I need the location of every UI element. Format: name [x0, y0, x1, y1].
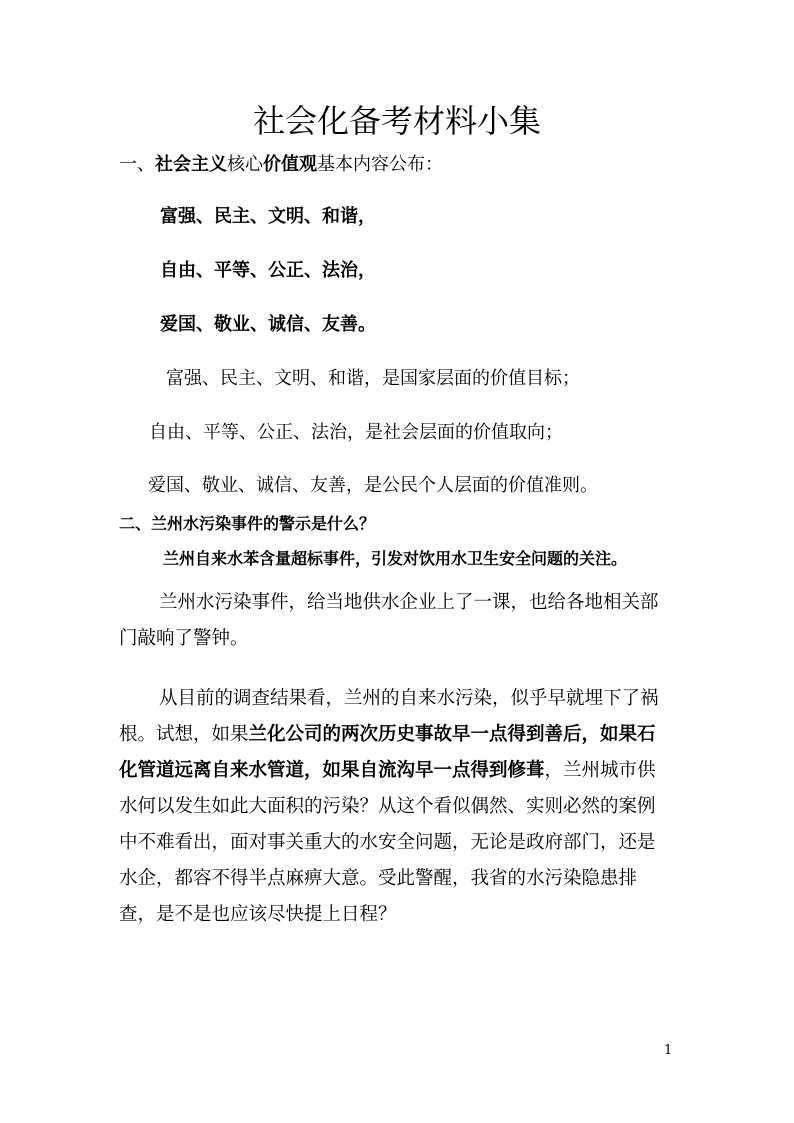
- section1-heading-prefix: 一、: [119, 154, 155, 175]
- paragraph-2-emphasis: 兰化公司的两次历史事故早一点得到善后，如果石: [248, 724, 656, 745]
- document-title: 社会化备考材料小集: [252, 102, 541, 140]
- paragraph-2-line: 水何以发生如此大面积的污染？从这个看似偶然、实则必然的案例: [119, 796, 656, 817]
- paragraph-2: [119, 681, 659, 933]
- paragraph-2-text: ，兰州城市供: [544, 760, 656, 781]
- paragraph-1: [119, 585, 659, 657]
- paragraph-2-text: 根。试想，如果: [119, 724, 249, 745]
- section1-heading-text-2: 基本内容公布：: [317, 154, 443, 175]
- core-values-line: 富强、民主、文明、和谐，: [160, 206, 376, 227]
- paragraph-2-line: 查，是不是也应该尽快提上日程？: [119, 904, 397, 925]
- section1-heading-text-1: 核心: [227, 154, 263, 175]
- section1-heading-bold-1: 社会主义: [155, 154, 227, 175]
- section2-subheading: 兰州自来水苯含量超标事件，引发对饮用水卫生安全问题的关注。: [163, 549, 628, 568]
- core-values-line: 自由、平等、公正、法治，: [160, 260, 376, 281]
- section1-heading-bold-2: 价值观: [263, 154, 317, 175]
- page-number: 1: [664, 1043, 673, 1058]
- paragraph-2-emphasis: 化管道远离自来水管道，如果自流沟早一点得到修葺: [119, 760, 545, 781]
- paragraph-2-line: 中不难看出，面对事关重大的水安全问题，无论是政府部门，还是: [119, 832, 656, 853]
- paragraph-2-line: [119, 753, 659, 789]
- value-target-line: 自由、平等、公正、法治，是社会层面的价值取向；: [149, 422, 563, 443]
- value-target-line: 爱国、敬业、诚信、友善，是公民个人层面的价值准则。: [148, 475, 598, 496]
- paragraph-1-line: 兰州水污染事件，给当地供水企业上了一课，也给各地相关部: [159, 592, 659, 613]
- value-target-line: 富强、民主、文明、和谐，是国家层面的价值目标；: [166, 368, 580, 389]
- paragraph-2-line: 水企，都容不得半点麻痹大意。受此警醒，我省的水污染隐患排: [119, 868, 638, 889]
- paragraph-2-line: [119, 717, 659, 753]
- section1-heading: [119, 150, 443, 176]
- paragraph-2-line: 从目前的调查结果看，兰州的自来水污染，似乎早就埋下了祸: [159, 688, 659, 709]
- section2-heading: 二、兰州水污染事件的警示是什么？: [119, 514, 376, 533]
- core-values-line: 爱国、敬业、诚信、友善。: [160, 314, 376, 335]
- paragraph-1-line: 门敲响了警钟。: [119, 628, 249, 649]
